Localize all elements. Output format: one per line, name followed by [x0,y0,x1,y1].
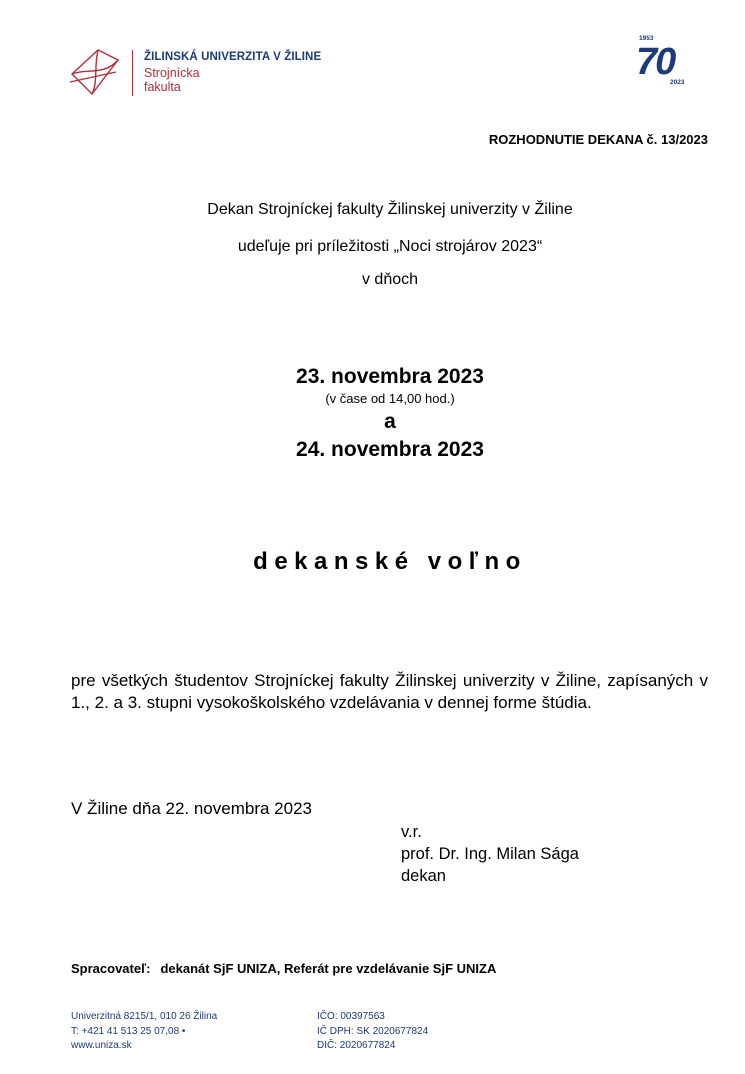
decision-number: ROZHODNUTIE DEKANA č. 13/2023 [488,132,708,147]
anniversary-number: 70 [636,41,675,83]
signature-vr: v.r. [401,823,422,841]
time-note: (v čase od 14,00 hod.) [325,391,455,406]
anniversary-70-logo [630,30,696,88]
footer-ic-dph: IČ DPH: SK 2020677824 [317,1025,429,1037]
intro-line-3: v dňoch [361,271,419,288]
place-date: V Žiline dňa 22. novembra 2023 [71,799,312,818]
footer-dic: DIČ: 2020677824 [317,1040,396,1051]
intro-line-2: udeľuje pri príležitosti „Noci strojárov 2023“ [237,238,543,255]
footer-ids [317,1010,428,1054]
faculty-name-line2: fakulta [144,80,181,94]
anniversary-year-end: 2023 [670,79,685,86]
faculty-name-line1: Strojnícka [144,66,200,80]
processor-value: dekanát SjF UNIZA, Referát pre vzdelávanie SjF UNIZA [160,961,497,976]
body-paragraph: pre všetkých študentov Strojníckej fakulty Žilinskej univerzity v Žiline, zapísaných v 1., 2. a 3. stupni vysokoškolského vzdelávania v dennej forme štúdia. [71,671,708,712]
intro-line-1: Dekan Strojníckej fakulty Žilinskej univerzity v Žiline [207,201,573,218]
faculty-logo-icon [68,46,122,98]
footer-ico: IČO: 00397563 [317,1011,385,1022]
faculty-name [144,66,200,94]
processor-label: Spracovateľ: [71,961,151,976]
date-conjunction: a [384,410,396,433]
footer-web-link[interactable]: www.uniza.sk [71,1040,132,1051]
signer-name: prof. Dr. Ing. Milan Sága [401,845,579,863]
signer-role: dekan [401,867,446,885]
footer-contact [71,1010,217,1054]
processor [71,961,496,976]
footer-phone: T: +421 41 513 25 07,08 • [71,1025,186,1037]
headline: dekanské voľno [253,548,527,575]
anniversary-year-start: 1953 [639,35,654,42]
date-second: 24. novembra 2023 [296,438,484,461]
logo-divider [132,50,133,96]
date-first: 23. novembra 2023 [296,365,484,388]
footer-address: Univerzitná 8215/1, 010 26 Žilina [71,1011,218,1022]
university-name: ŽILINSKÁ UNIVERZITA V ŽILINE [144,51,322,63]
